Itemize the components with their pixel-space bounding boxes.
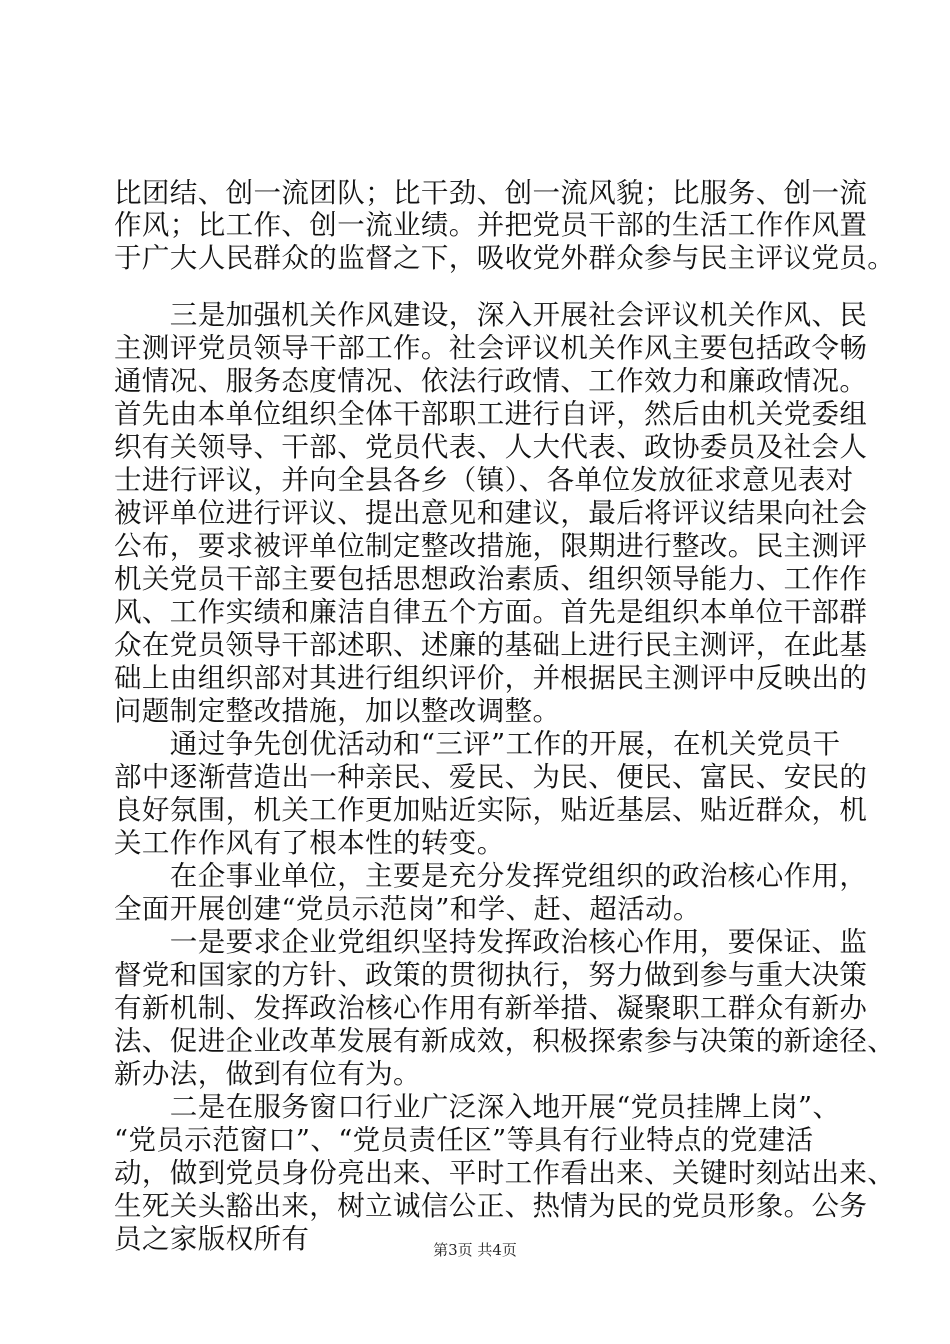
page-footer: 第3页 共4页 — [433, 1241, 517, 1259]
text-line: 良好氛围，机关工作更加贴近实际，贴近基层、贴近群众，机 — [114, 794, 868, 826]
text-line: 在企事业单位，主要是充分发挥党组织的政治核心作用， — [114, 860, 868, 892]
text-line: 法、促进企业改革发展有新成效，积极探索参与决策的新途径、 — [114, 1025, 896, 1057]
text-line: 全面开展创建“党员示范岗”和学、赶、超活动。 — [114, 893, 701, 925]
text-line: 众在党员领导干部述职、述廉的基础上进行民主测评，在此基 — [114, 629, 868, 661]
text-line: 新办法，做到有位有为。 — [114, 1058, 421, 1090]
text-line: 员之家版权所有 — [114, 1223, 310, 1255]
text-line: 被评单位进行评议、提出意见和建议，最后将评议结果向社会 — [114, 497, 868, 529]
text-line: 织有关领导、干部、党员代表、人大代表、政协委员及社会人 — [114, 431, 868, 463]
text-line: 风、工作实绩和廉洁自律五个方面。首先是组织本单位干部群 — [114, 596, 868, 628]
text-line: 通情况、服务态度情况、依法行政情、工作效力和廉政情况。 — [114, 365, 868, 397]
text-line: 于广大人民群众的监督之下，吸收党外群众参与民主评议党员。 — [114, 242, 896, 274]
text-line: 公布，要求被评单位制定整改措施，限期进行整改。民主测评 — [114, 530, 868, 562]
text-line: 二是在服务窗口行业广泛深入地开展“党员挂牌上岗”、 — [114, 1091, 841, 1123]
text-line: 问题制定整改措施，加以整改调整。 — [114, 695, 561, 727]
text-line: “党员示范窗口”、“党员责任区”等具有行业特点的党建活 — [114, 1124, 814, 1156]
text-line: 作风；比工作、创一流业绩。并把党员干部的生活工作作风置 — [114, 209, 868, 241]
text-line: 有新机制、发挥政治核心作用有新举措、凝聚职工群众有新办 — [114, 992, 868, 1024]
text-line: 比团结、创一流团队；比干劲、创一流风貌；比服务、创一流 — [114, 177, 868, 209]
text-line: 关工作作风有了根本性的转变。 — [114, 827, 505, 859]
text-line: 动，做到党员身份亮出来、平时工作看出来、关键时刻站出来、 — [114, 1157, 896, 1189]
text-line: 通过争先创优活动和“三评”工作的开展，在机关党员干 — [114, 728, 841, 760]
text-line: 主测评党员领导干部工作。社会评议机关作风主要包括政令畅 — [114, 332, 868, 364]
text-line: 机关党员干部主要包括思想政治素质、组织领导能力、工作作 — [114, 563, 868, 595]
text-line: 士进行评议，并向全县各乡（镇）、各单位发放征求意见表对 — [114, 464, 854, 496]
text-line: 部中逐渐营造出一种亲民、爱民、为民、便民、富民、安民的 — [114, 761, 868, 793]
text-line: 生死关头豁出来，树立诚信公正、热情为民的党员形象。公务 — [114, 1190, 868, 1222]
text-line: 础上由组织部对其进行组织评价，并根据民主测评中反映出的 — [114, 662, 868, 694]
text-line: 督党和国家的方针、政策的贯彻执行，努力做到参与重大决策 — [114, 959, 868, 991]
text-line: 首先由本单位组织全体干部职工进行自评，然后由机关党委组 — [114, 398, 868, 430]
text-line: 一是要求企业党组织坚持发挥政治核心作用，要保证、监 — [114, 926, 868, 958]
text-line: 三是加强机关作风建设，深入开展社会评议机关作风、民 — [114, 299, 868, 331]
